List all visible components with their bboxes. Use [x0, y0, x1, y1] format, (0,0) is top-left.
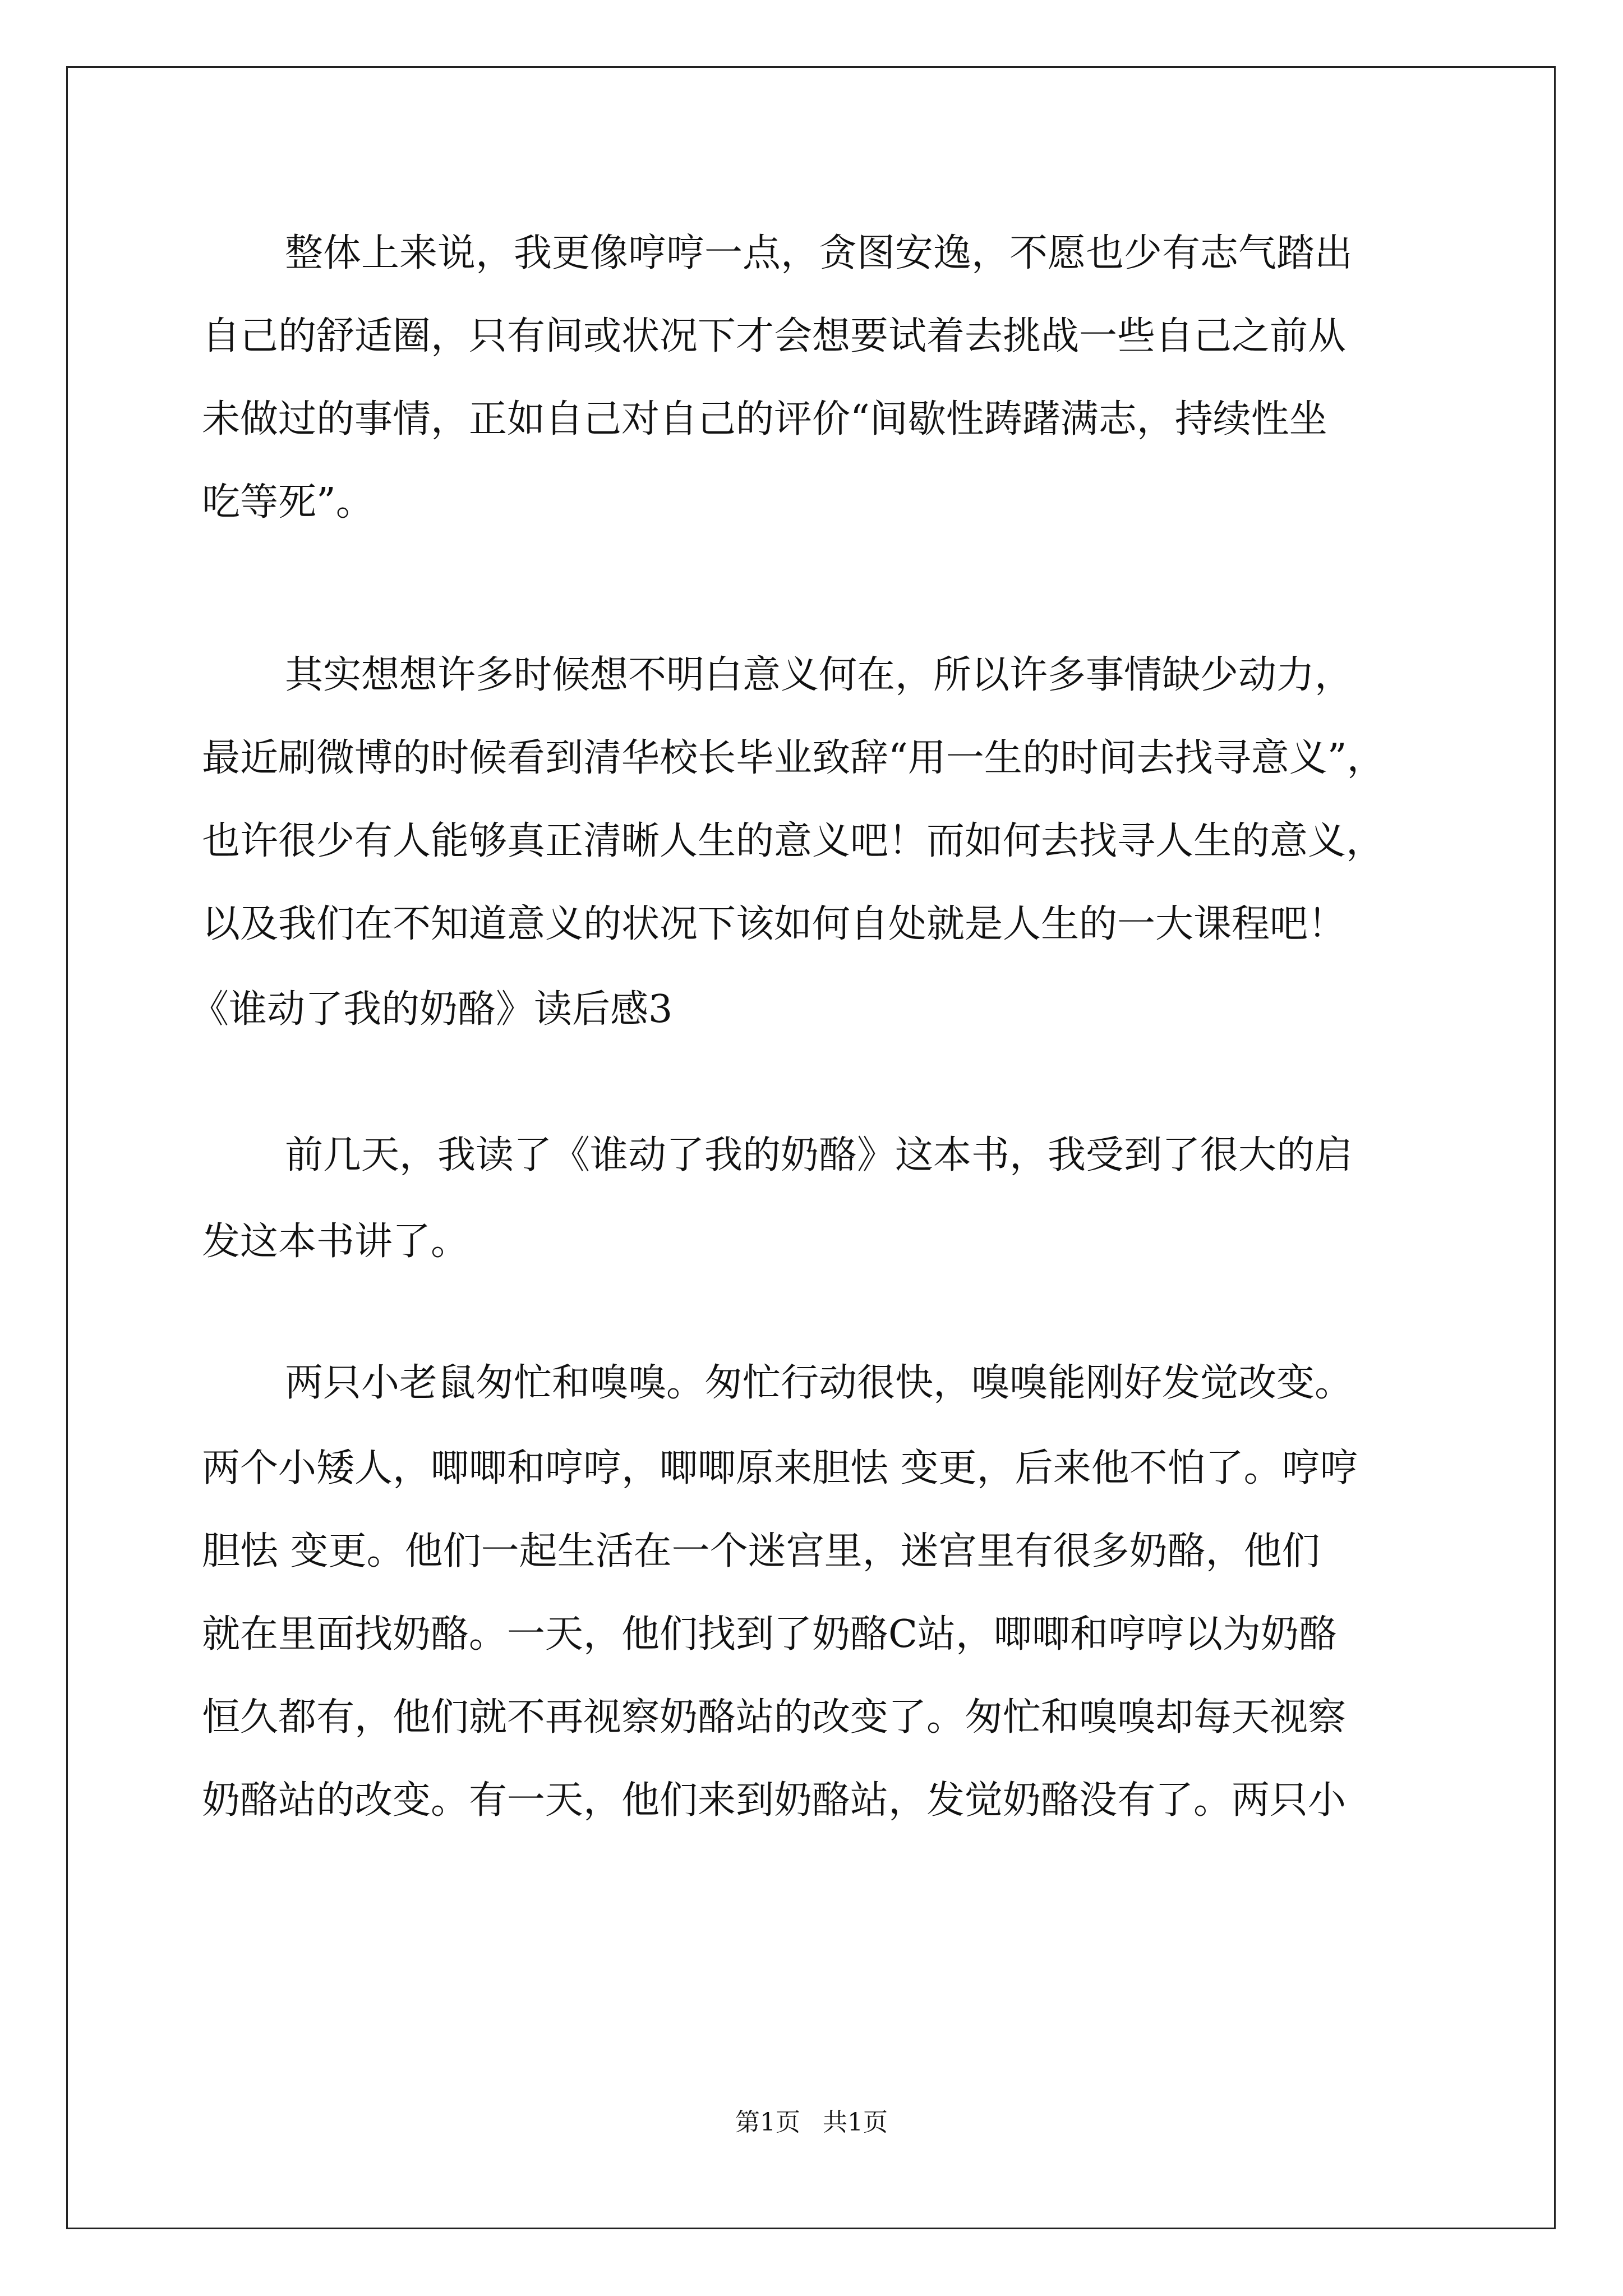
- page-total: 共1页: [823, 2108, 888, 2137]
- paragraph-line: 两个小矮人，唧唧和哼哼，唧唧原来胆怯 变更，后来他不怕了。哼哼: [202, 1446, 1358, 1490]
- paragraph-line: 恒久都有，他们就不再视察奶酪站的改变了。匆忙和嗅嗅却每天视察: [202, 1695, 1347, 1740]
- paragraph-line: 发这本书讲了。: [202, 1220, 469, 1264]
- paragraph-line: 以及我们在不知道意义的状况下该如何自处就是人生的一大课程吧！: [202, 902, 1347, 946]
- paragraph-line: 其实想想许多时候想不明白意义何在，所以许多事情缺少动力，: [285, 653, 1353, 697]
- paragraph-line: 未做过的事情，正如自己对自己的评价“间歇性踌躇满志，持续性坐: [202, 397, 1327, 441]
- paragraph-line: 前几天，我读了《谁动了我的奶酪》这本书，我受到了很大的启: [285, 1133, 1353, 1177]
- section-heading: 《谁动了我的奶酪》读后感3: [191, 987, 673, 1032]
- paragraph-line: 最近刷微博的时候看到清华校长毕业致辞“用一生的时间去找寻意义”，: [202, 736, 1385, 780]
- paragraph-line: 胆怯 变更。他们一起生活在一个迷宫里，迷宫里有很多奶酪，他们: [202, 1529, 1320, 1573]
- paragraph-line: 就在里面找奶酪。一天，他们找到了奶酪C站，唧唧和哼哼以为奶酪: [202, 1612, 1338, 1657]
- paragraph-line: 也许很少有人能够真正清晰人生的意义吧！而如何去找寻人生的意义，: [202, 819, 1385, 863]
- paragraph-line: 吃等死”。: [202, 480, 374, 524]
- paragraph-line: 两只小老鼠匆忙和嗅嗅。匆忙行动很快，嗅嗅能刚好发觉改变。: [285, 1361, 1353, 1405]
- page-number: 第1页: [735, 2108, 800, 2137]
- paragraph-line: 自己的舒适圈，只有间或状况下才会想要试着去挑战一些自己之前从: [202, 314, 1347, 358]
- paragraph-line: 整体上来说，我更像哼哼一点，贪图安逸，不愿也少有志气踏出: [285, 231, 1353, 275]
- paragraph-line: 奶酪站的改变。有一天，他们来到奶酪站，发觉奶酪没有了。两只小: [202, 1778, 1347, 1823]
- page-footer: [0, 2110, 1623, 2135]
